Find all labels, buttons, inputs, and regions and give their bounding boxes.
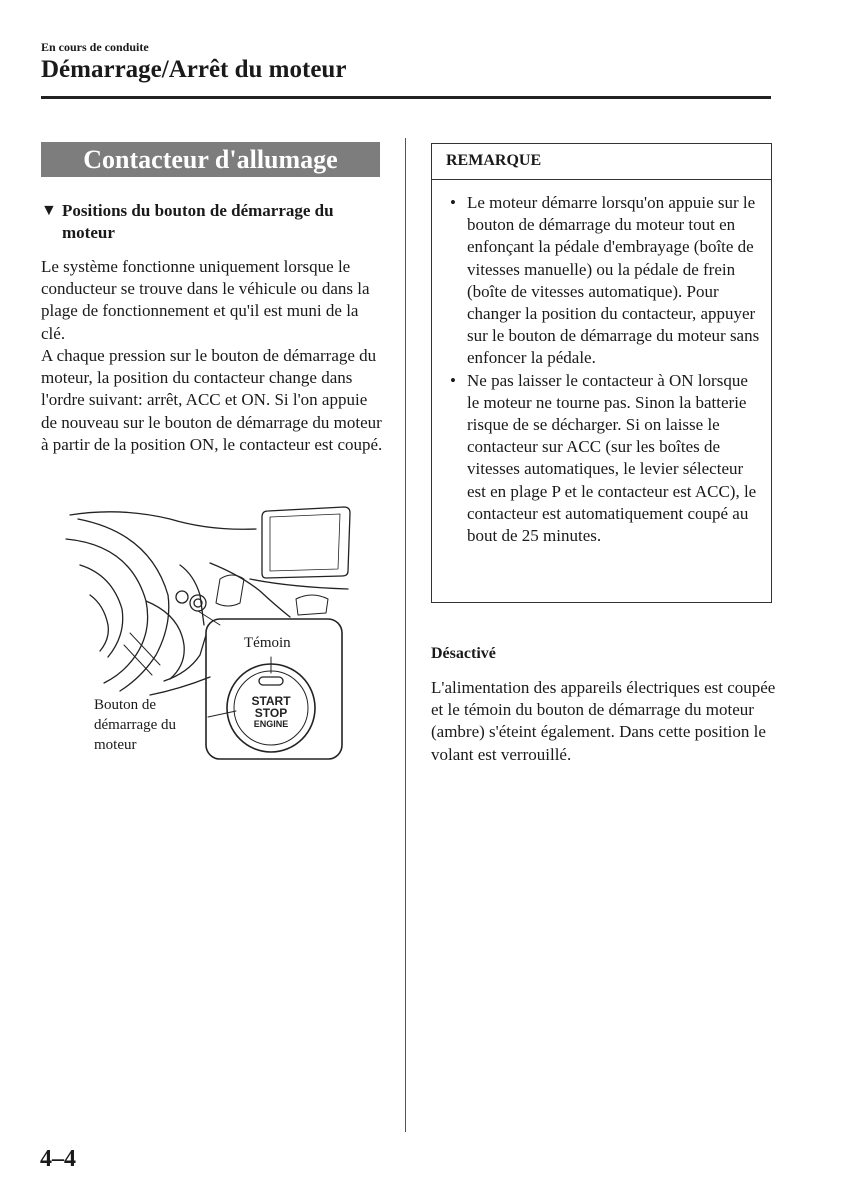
button-text-engine: ENGINE [253, 719, 289, 729]
remark-text: Le moteur démarre lorsqu'on appuie sur le bouton de démarrage du moteur tout en enfonçant la pédale d'embrayage (boîte de vitesses manuelle) ou la pédale de frein (boîte de vitesses automatique). Pour changer la position du contacteur, appuyer sur le bouton de démarrage du moteur sans enfoncer la pédale. [467, 193, 760, 368]
remark-text: Ne pas laisser le contacteur à ON lorsque le moteur ne tourne pas. Sinon la batterie risque de se décharger. Si on laisse le contacteur sur ACC (sur les boîtes de vitesses automatiques, le levier sélecteur est en plage P et le contacteur est ACC), le contacteur est automatiquement coupé au bout de 25 minutes. [467, 370, 757, 546]
button-text-stop: STOP [254, 706, 288, 720]
triangle-down-icon: ▼ [41, 202, 57, 219]
subheading-text: Positions du bouton de démarrage du moteur [62, 201, 334, 242]
bullet-icon: • [450, 370, 456, 390]
list-item [446, 192, 763, 370]
left-paragraph-2: A chaque pression sur le bouton de démarrage du moteur, la position du contacteur change dans l'ordre suivant: arrêt, ACC et ON. Si l'on appuie de nouveau sur le bouton de démarrage du moteur à partir de la position ON, le contacteur est coupé. [41, 346, 383, 454]
remark-title: REMARQUE [432, 144, 771, 180]
indicator-light [259, 677, 283, 685]
remark-box [431, 143, 772, 603]
page-number: 4–4 [40, 1146, 76, 1172]
remark-list [432, 180, 771, 547]
figure-label-temoin: Témoin [244, 635, 291, 651]
button-text-start: START [251, 694, 291, 708]
display-screen [262, 507, 350, 578]
section-label: En cours de conduite [41, 40, 149, 54]
bullet-icon: • [450, 193, 456, 212]
deactivated-paragraph: L'alimentation des appareils électriques est coupée et le témoin du bouton de démarrage du moteur (ambre) s'éteint également. Dans cette position le volant est verrouillé. [431, 678, 776, 764]
subheading [41, 200, 381, 244]
figure-label-bouton: Bouton de démarrage du moteur [94, 697, 177, 753]
list-item [446, 370, 763, 548]
column-divider [405, 138, 406, 1132]
header-rule [41, 96, 771, 99]
chapter-title: Démarrage/Arrêt du moteur [41, 56, 347, 83]
deactivated-heading: Désactivé [431, 645, 496, 662]
left-paragraph-1: Le système fonctionne uniquement lorsque le conducteur se trouve dans le véhicule ou dans la plage de fonctionnement et qu'il est muni de la clé. [41, 257, 370, 343]
section-banner: Contacteur d'allumage [41, 142, 380, 177]
